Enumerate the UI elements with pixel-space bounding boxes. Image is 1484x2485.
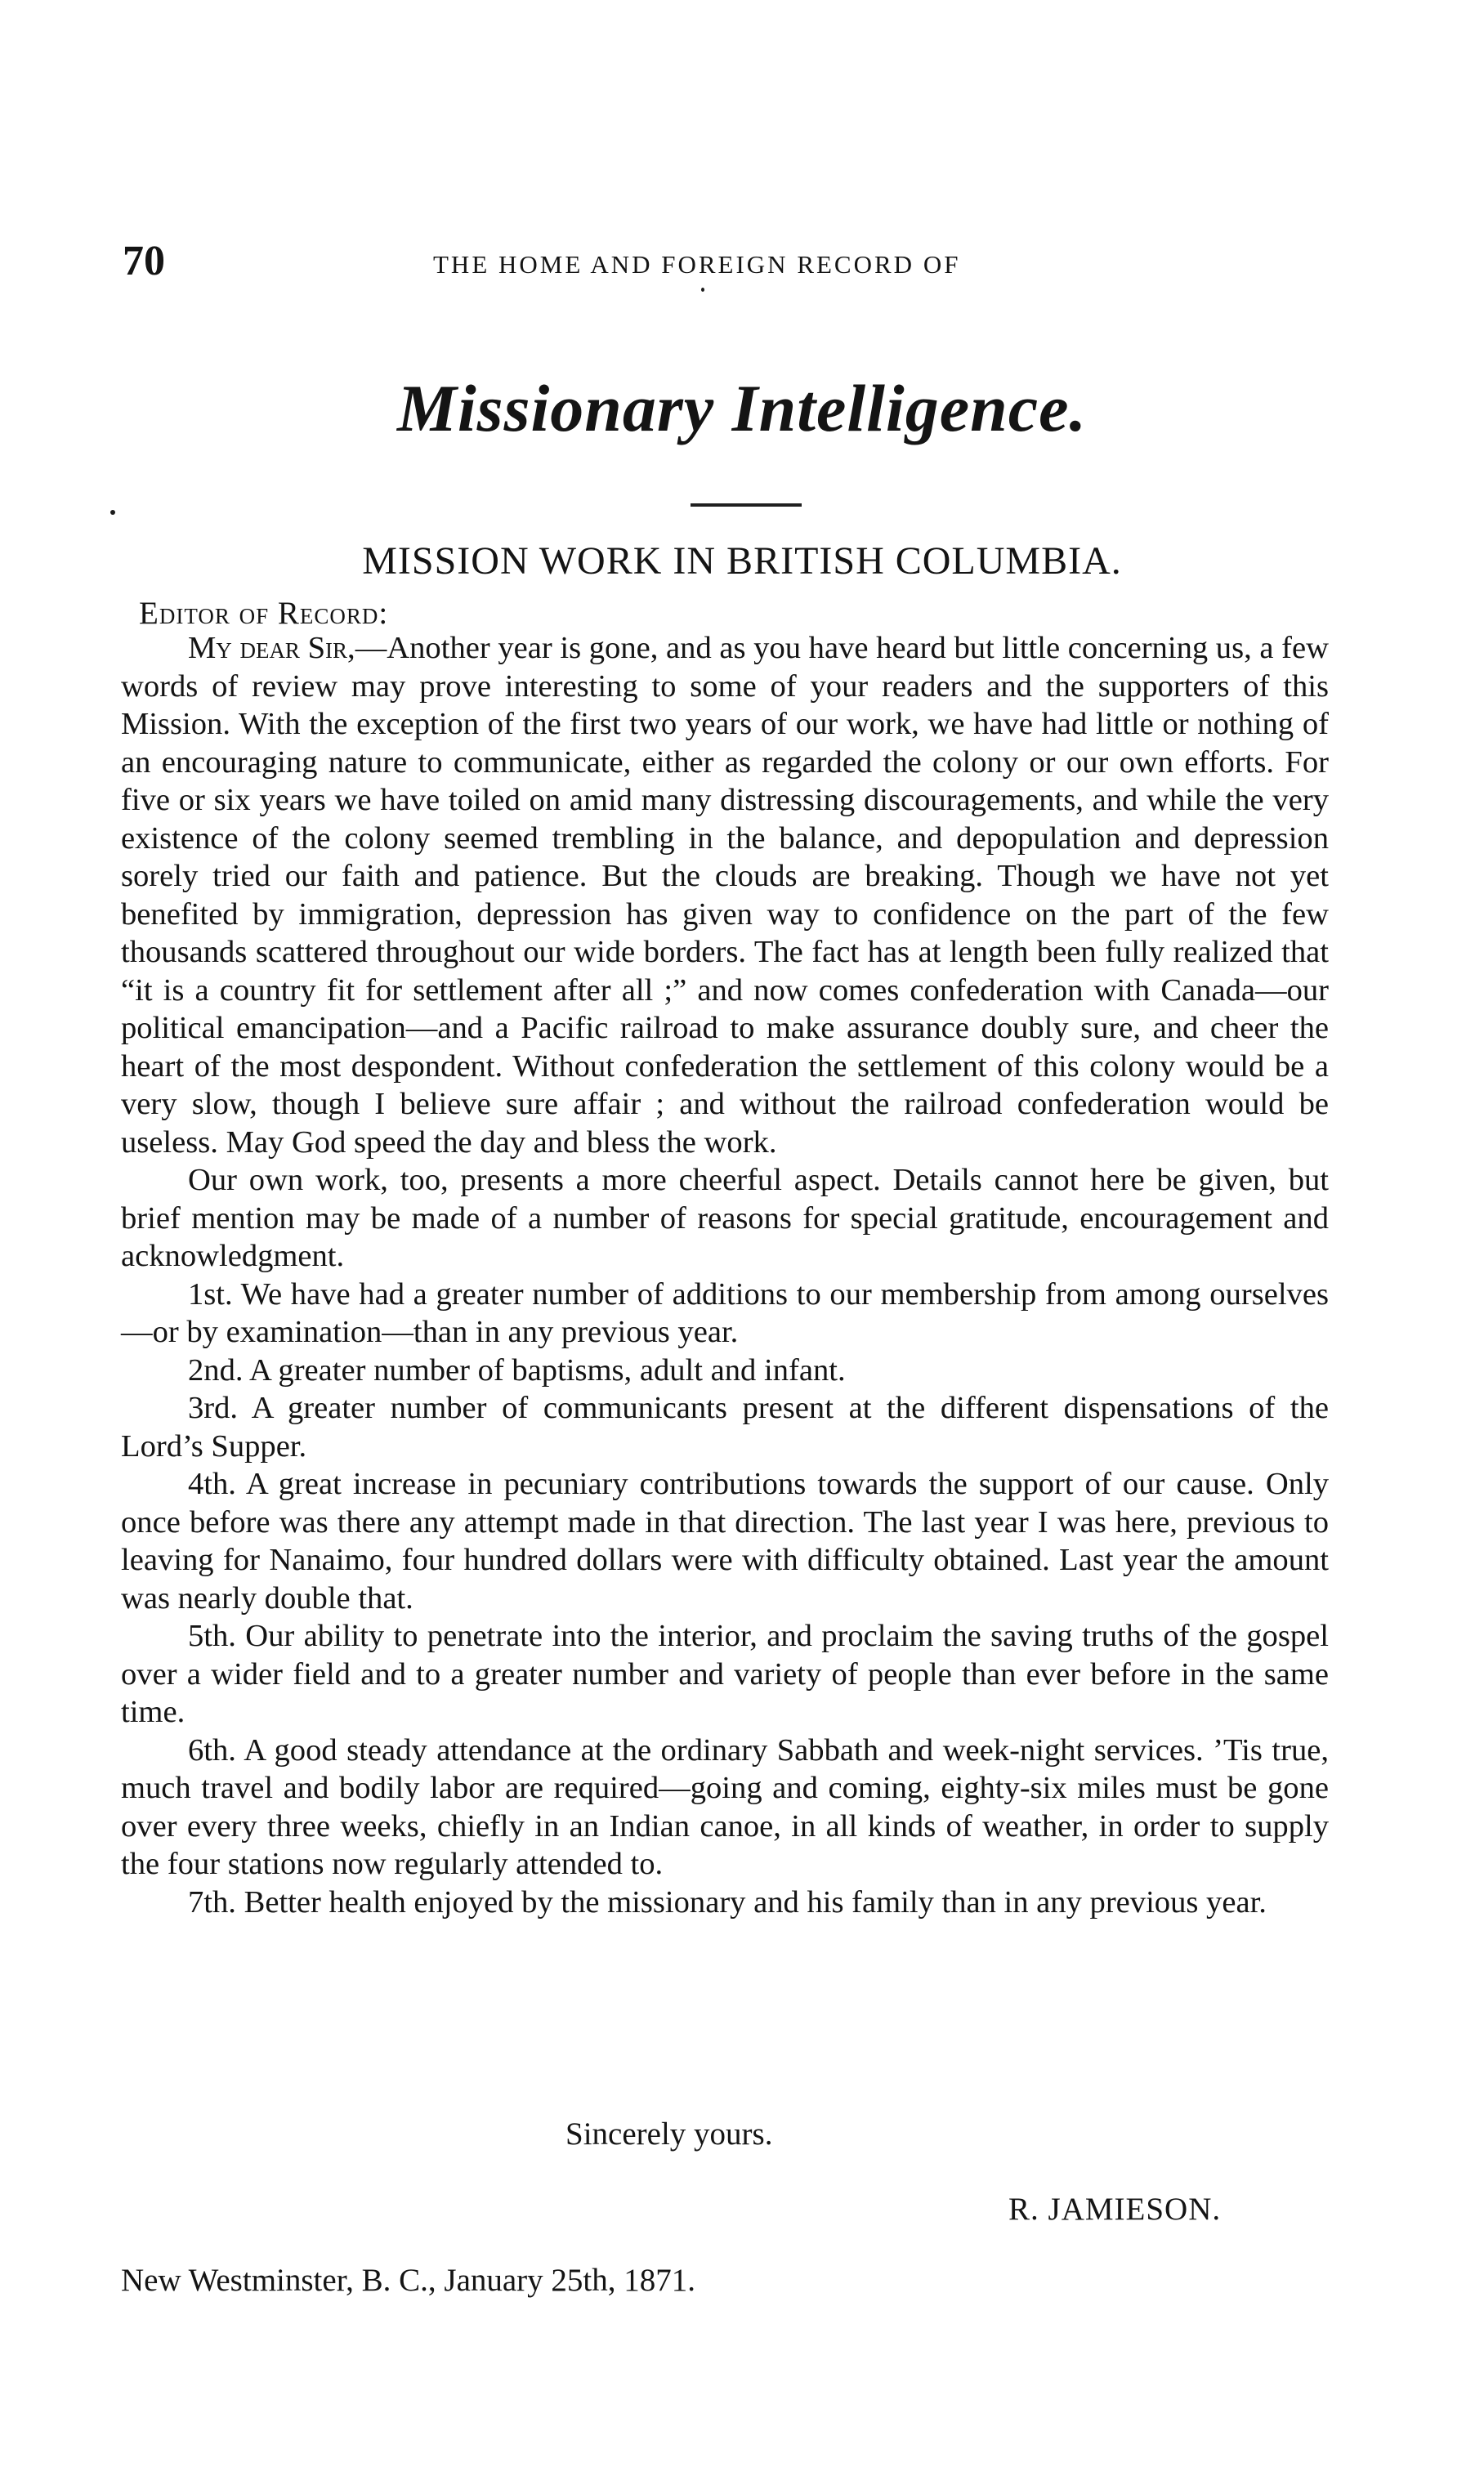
page-number: 70 (123, 238, 165, 284)
paragraph-fourth-reason: 4th. A great increase in pecuniary contributions towards the support of our cause. Only once before was there any attempt made in that direction. The last year I was here, previous to leaving for Nanaimo, four hundred dollars were with difficulty obtained. Last year the amount was nearly double that. (121, 1467, 1329, 1616)
closing-line: Sincerely yours. (565, 2116, 773, 2152)
paragraph-fifth-reason: 5th. Our ability to penetrate into the interior, and proclaim the saving truths of the gospel over a wider field and to a greater number and variety of people than ever before in the same time. (121, 1619, 1329, 1729)
department-title: Missionary Intelligence. (396, 371, 1088, 445)
paragraph-first-reason: 1st. We have had a greater number of additions to our membership from among ourselves—or by examination—than in any previous year. (121, 1276, 1329, 1349)
paragraph-sixth-reason: 6th. A good steady attendance at the ordinary Sabbath and week-night services. ’Tis true, much travel and bodily labor are required—going and coming, eighty-six miles must be gone over every three weeks, chiefly in an Indian canoe, in all kinds of weather, in order to supply the four stations now regularly attended to. (121, 1732, 1329, 1881)
paragraph-seventh-reason: 7th. Better health enjoyed by the missionary and his family than in any previous year. (188, 1884, 1267, 1920)
print-speck (110, 510, 115, 515)
print-speck (701, 288, 704, 292)
article-title: MISSION WORK IN BRITISH COLUMBIA. (362, 539, 1122, 583)
running-head: THE HOME AND FOREIGN RECORD OF (433, 250, 961, 279)
paragraph-work-aspect: Our own work, too, presents a more cheerful aspect. Details cannot here be given, but brief mention may be made of a number of reasons for special gratitude, encouragement and acknowledgment. (121, 1163, 1329, 1273)
salutation: Editor of Record: (139, 596, 389, 631)
paragraph-second-reason: 2nd. A greater number of baptisms, adult and infant. (188, 1352, 846, 1388)
opening-greeting: My dear Sir, (188, 631, 355, 665)
dateline: New Westminster, B. C., January 25th, 1871. (121, 2263, 696, 2298)
title-divider-rule (691, 503, 802, 507)
signature: R. JAMIESON. (1008, 2192, 1222, 2227)
opening-paragraph-text: —Another year is gone, and as you have heard but little concerning us, a few words of review may prove interesting to some of your readers and the supporters of this Mission. With the exception of the first two years of our work, we have had little or nothing of an encouraging nature to communicate, either as regarded the colony or our own efforts. For five or six years we have toiled on amid many distressing discouragements, and while the very existence of the colony seemed trembling in the balance, and depopulation and depression sorely tried our faith and patience. But the clouds are breaking. Though we have not yet benefited by immigration, depression has given way to confidence on the part of the few thousands scattered throughout our wide borders. The fact has at length been fully realized that “it is a country fit for settlement after all ;” and now comes confederation with Canada—our political emancipation—and a Pacific railroad to make assurance doubly sure, and cheer the heart of the most despondent. Without confederation the settlement of this colony would be a very slow, though I believe sure affair ; and without the railroad confederation would be useless. May God speed the day and bless the work. (121, 631, 1329, 1160)
paragraph-third-reason: 3rd. A greater number of communicants present at the different dispensations of the Lord’s Supper. (121, 1391, 1329, 1464)
opening-paragraph (121, 629, 1329, 1161)
letter-body (121, 629, 1329, 1921)
page-header (123, 237, 1361, 286)
